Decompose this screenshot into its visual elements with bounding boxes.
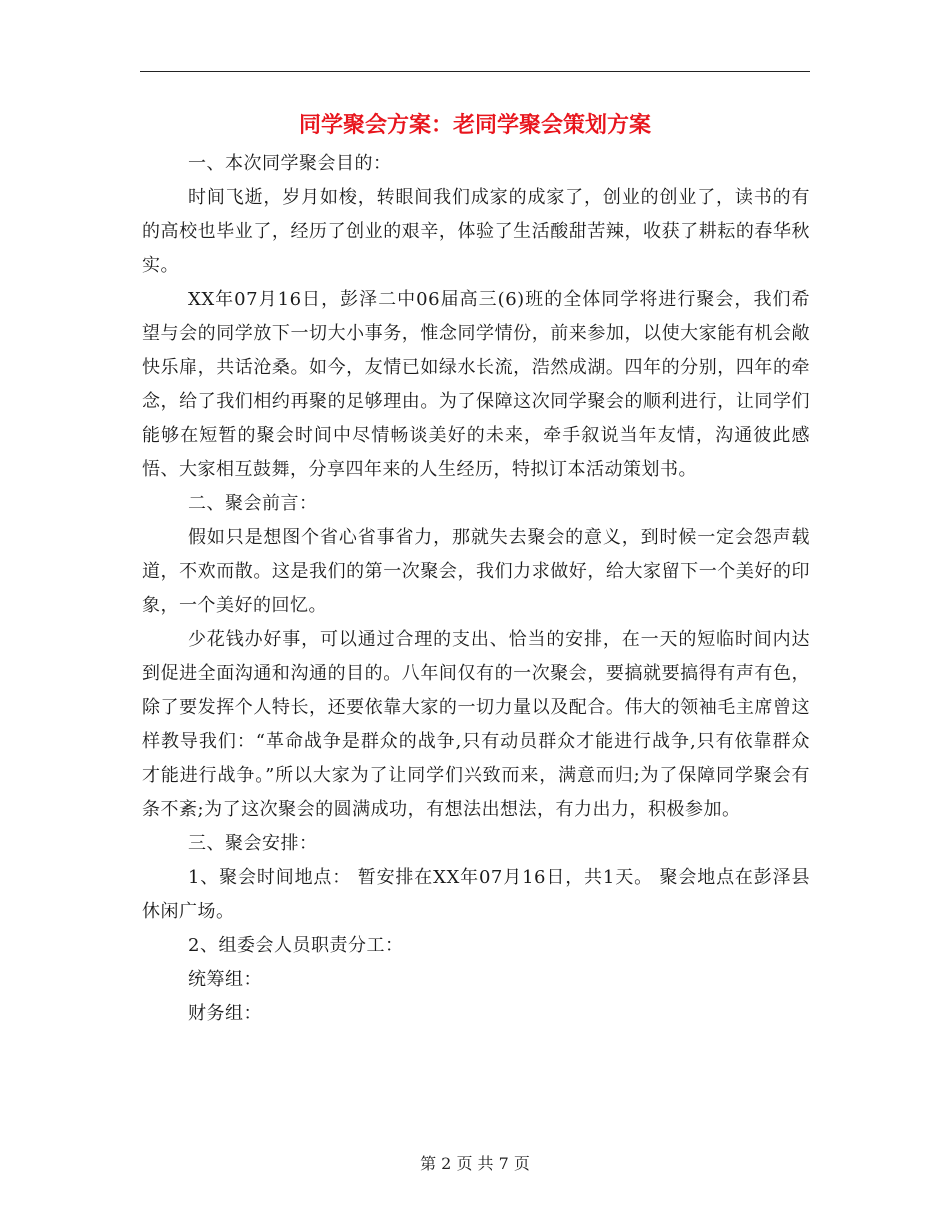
group-label: 财务组： xyxy=(188,1003,262,1024)
section-heading-purpose: 一、本次同学聚会目的： xyxy=(188,153,392,174)
list-item: 1、聚会时间地点： 暂安排在XX年07月16日，共1天。 聚会地点在彭泽县休闲广场。 xyxy=(142,867,810,922)
list-item: 2、组委会人员职责分工： xyxy=(188,935,404,956)
document-title: 同学聚会方案：老同学聚会策划方案 xyxy=(298,112,651,138)
section-heading-arrangement: 三、聚会安排： xyxy=(188,833,318,854)
page-number-footer: 第 2 页 共 7 页 xyxy=(420,1154,530,1173)
group-label: 统筹组： xyxy=(188,969,262,990)
paragraph: 时间飞逝，岁月如梭，转眼间我们成家的成家了，创业的创业了，读书的有的高校也毕业了，经历了创业的艰辛，体验了生活酸甜苦辣，收获了耕耘的春华秋实。 xyxy=(142,187,810,276)
document-body xyxy=(142,147,810,1031)
paragraph: 少花钱办好事，可以通过合理的支出、恰当的安排，在一天的短临时间内达到促进全面沟通和沟通的目的。八年间仅有的一次聚会，要搞就要搞得有声有色，除了要发挥个人特长，还要依靠大家的一切力量以及配合。伟大的领袖毛主席曾这样教导我们：“革命战争是群众的战争,只有动员群众才能进行战争,只有依靠群众才能进行战争。”所以大家为了让同学们兴致而来，满意而归;为了保障同学聚会有条不紊;为了这次聚会的圆满成功，有想法出想法，有力出力，积极参加。 xyxy=(142,629,810,820)
paragraph: 假如只是想图个省心省事省力，那就失去聚会的意义，到时候一定会怨声载道，不欢而散。这是我们的第一次聚会，我们力求做好，给大家留下一个美好的印象，一个美好的回忆。 xyxy=(142,527,810,616)
paragraph: XX年07月16日，彭泽二中06届高三(6)班的全体同学将进行聚会，我们希望与会的同学放下一切大小事务，惟念同学情份，前来参加，以使大家能有机会敞快乐扉，共话沧桑。如今，友情已如绿水长流，浩然成湖。四年的分别，四年的牵念，给了我们相约再聚的足够理由。为了保障这次同学聚会的顺利进行，让同学们能够在短暂的聚会时间中尽情畅谈美好的未来，牵手叙说当年友情，沟通彼此感悟、大家相互鼓舞，分享四年来的人生经历，特拟订本活动策划书。 xyxy=(142,289,810,480)
header-rule xyxy=(140,71,810,72)
section-heading-preface: 二、聚会前言： xyxy=(188,493,318,514)
